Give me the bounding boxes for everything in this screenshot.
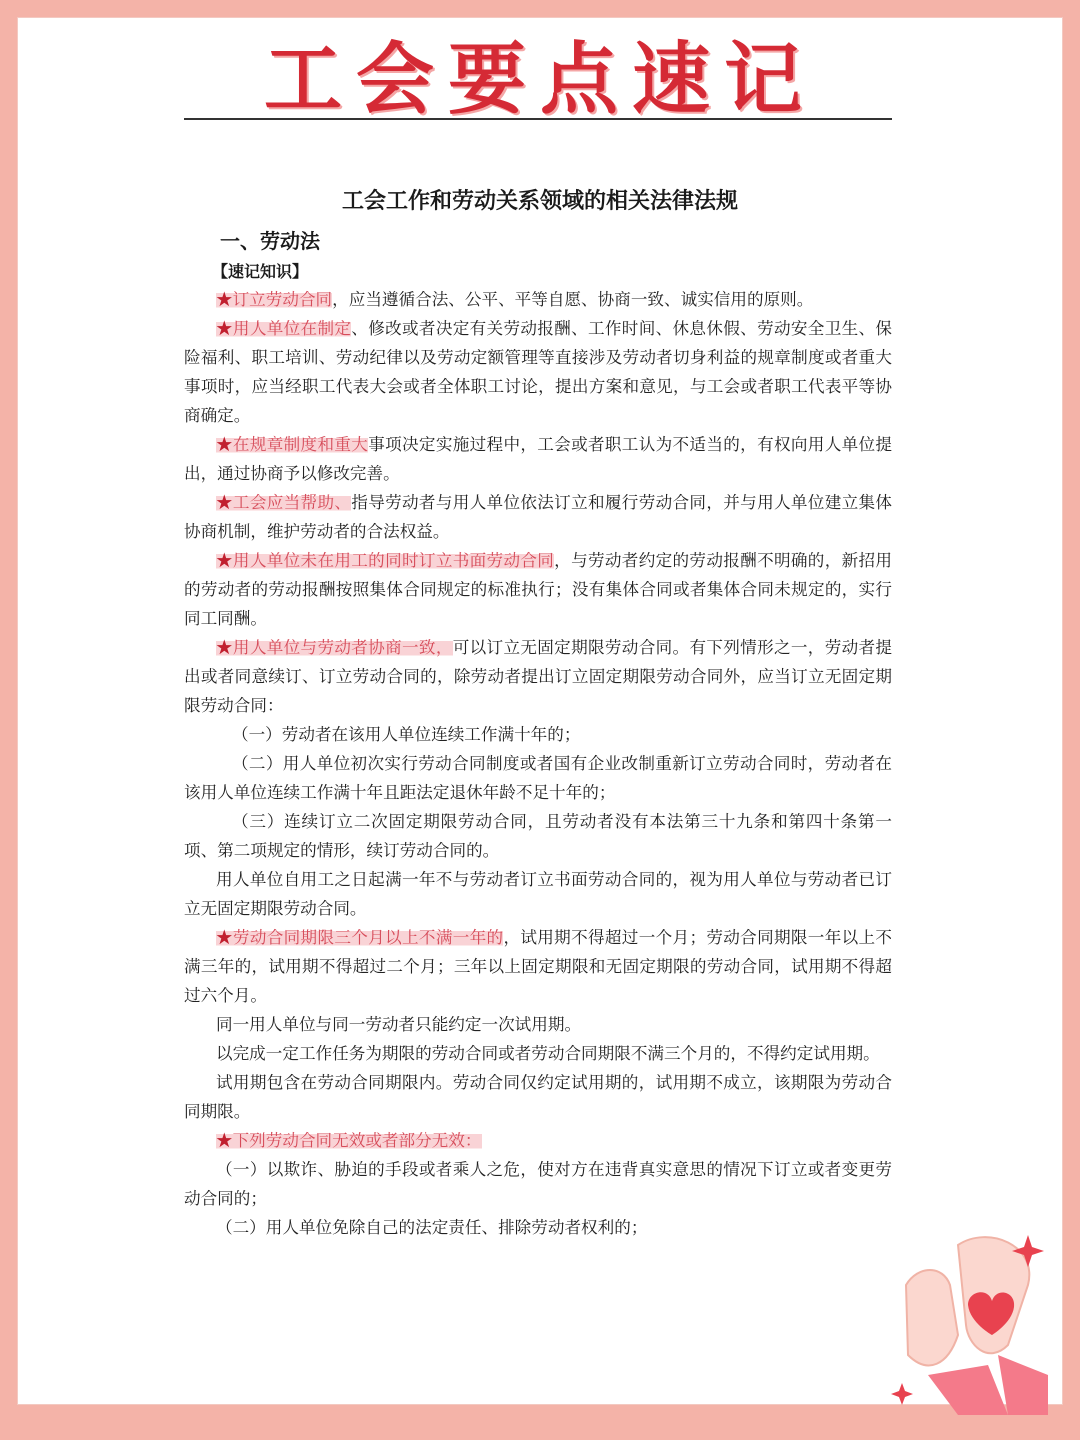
- paragraph-text: ，试用期不得超过一个月；劳动合同期限一年以上不满三年的，试用期不得超过二个月；三年以上固定期限和无固定期限的劳动合同，试用期不得超过六个月。: [184, 928, 893, 1005]
- list-item-4: （一）以欺诈、胁迫的手段或者乘人之危，使对方在违背真实意思的情况下订立或者变更劳动合同的；: [184, 1160, 892, 1208]
- section-heading: 一、劳动法: [220, 229, 320, 253]
- star-icon: ★: [216, 435, 233, 454]
- paragraph-3: [184, 430, 892, 488]
- paragraph-text: ，与劳动者约定的劳动报酬不明确的，新招用的劳动者的劳动报酬按照集体合同规定的标准执行；没有集体合同或者集体合同未规定的，实行同工同酬。: [184, 551, 893, 628]
- highlight-text: 工会应当帮助、: [232, 493, 352, 512]
- star-icon: ★: [216, 290, 233, 309]
- document-title: 工会工作和劳动关系领域的相关法律法规: [341, 188, 738, 214]
- paragraph-9: 同一用人单位与同一劳动者只能约定一次试用期。: [216, 1015, 582, 1034]
- highlight-text: 在规章制度和重大: [232, 435, 369, 454]
- list-item-5: （二）用人单位免除自己的法定责任、排除劳动者权利的；: [216, 1218, 648, 1237]
- paragraph-1: [184, 285, 892, 314]
- banner-divider: [184, 118, 892, 120]
- paragraph-6: [184, 633, 892, 720]
- highlight-text: 订立劳动合同: [232, 290, 333, 309]
- paragraph-7: 用人单位自用工之日起满一年不与劳动者订立书面劳动合同的，视为用人单位与劳动者已订立无固定期限劳动合同。: [184, 870, 892, 918]
- paragraph-text: 指导劳动者与用人单位依法订立和履行劳动合同，并与用人单位建立集体协商机制，维护劳动者的合法权益。: [184, 493, 893, 541]
- paragraph-8: [184, 923, 892, 1010]
- list-item-2: （二）用人单位初次实行劳动合同制度或者国有企业改制重新订立劳动合同时，劳动者在该用人单位连续工作满十年且距法定退休年龄不足十年的；: [184, 754, 892, 802]
- star-icon: ★: [216, 493, 233, 512]
- paragraph-11: 试用期包含在劳动合同期限内。劳动合同仅约定试用期的，试用期不成立，该期限为劳动合同期限。: [184, 1073, 892, 1121]
- paragraph-text: 、修改或者决定有关劳动报酬、工作时间、休息休假、劳动安全卫生、保险福利、职工培训、劳动纪律以及劳动定额管理等直接涉及劳动者切身利益的规章制度或者重大事项时，应当经职工代表大会或者全体职工讨论，提出方案和意见，与工会或者职工代表平等协商确定。: [184, 319, 893, 425]
- highlight-text: 下列劳动合同无效或者部分无效：: [232, 1131, 482, 1150]
- paragraph-text: 可以订立无固定期限劳动合同。有下列情形之一，劳动者提出或者同意续订、订立劳动合同的，除劳动者提出订立固定期限劳动合同外，应当订立无固定期限劳动合同：: [184, 638, 893, 715]
- highlight-text: 用人单位与劳动者协商一致，: [232, 638, 453, 657]
- knowledge-subheading: 【速记知识】: [212, 262, 309, 281]
- star-icon: ★: [216, 1131, 233, 1150]
- paragraph-2: [184, 314, 892, 430]
- document-body: [184, 285, 892, 1242]
- paragraph-5: [184, 546, 892, 633]
- star-icon: ★: [216, 638, 233, 657]
- star-icon: ★: [216, 928, 233, 947]
- paragraph-text: ，应当遵循合法、公平、平等自愿、协商一致、诚实信用的原则。: [332, 290, 814, 309]
- paragraph-text: 事项决定实施过程中，工会或者职工认为不适当的，有权向用人单位提出，通过协商予以修改完善。: [184, 435, 893, 483]
- paragraph-4: [184, 488, 892, 546]
- highlight-text: 用人单位在制定: [232, 319, 352, 338]
- list-item-1: （一）劳动者在该用人单位连续工作满十年的；: [232, 725, 581, 744]
- star-icon: ★: [216, 319, 233, 338]
- banner-title: 工会要点速记: [263, 35, 816, 125]
- highlight-text: 劳动合同期限三个月以上不满一年的: [232, 928, 504, 947]
- heart-hands-icon: [888, 1225, 1048, 1415]
- paragraph-12: [184, 1126, 892, 1155]
- highlight-text: 用人单位未在用工的同时订立书面劳动合同: [232, 551, 555, 570]
- paragraph-10: 以完成一定工作任务为期限的劳动合同或者劳动合同期限不满三个月的，不得约定试用期。: [216, 1044, 880, 1063]
- list-item-3: （三）连续订立二次固定期限劳动合同，且劳动者没有本法第三十九条和第四十条第一项、第二项规定的情形，续订劳动合同的。: [184, 812, 892, 860]
- star-icon: ★: [216, 551, 233, 570]
